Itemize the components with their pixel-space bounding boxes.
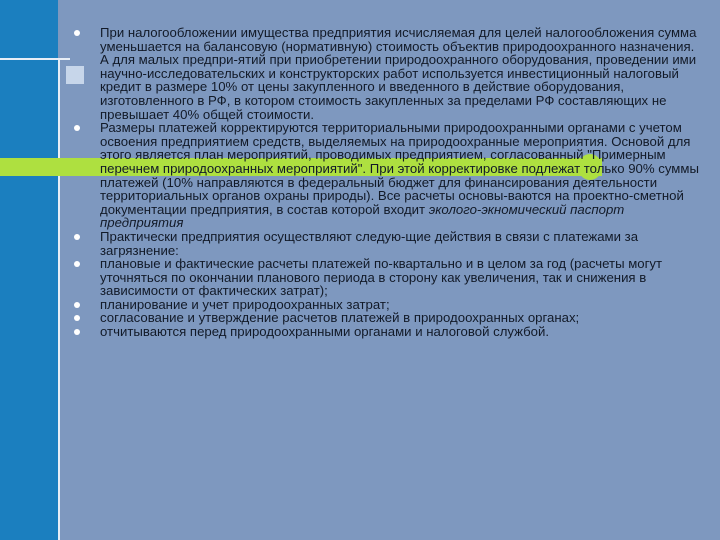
item-text-italic: эколого-экномический паспорт предприятия bbox=[100, 201, 625, 231]
list-item bbox=[70, 26, 700, 121]
bullet-icon bbox=[74, 302, 80, 308]
bullet-icon bbox=[74, 30, 80, 36]
item-text: При налогообложении имущества предприятия исчисляемая для целей налогообложения сумма уменьшается на балансовую (нормативную) стоимость объектив природоохранного назначения. А для малых предпри-ятий при приобретении природоохранного оборудования, проведении ими научно-исследовательских и конструкторских работ используется инвестиционный налоговый кредит в размере 10% от цены закупленного и введенного в действие оборудования, изготовленного в РФ, в котором стоимость закупленных за пределами РФ составляющих не превышает 40% общей стоимости. bbox=[100, 25, 697, 122]
bullet-icon bbox=[74, 315, 80, 321]
list-item bbox=[70, 298, 700, 312]
item-text: плановые и фактические расчеты платежей по-квартально и в целом за год (расчеты могут уточняться по окончании планового периода в сторону как увеличения, так и снижения в зависимости от фактических затрат); bbox=[100, 256, 663, 299]
item-text: Размеры платежей корректируются территориальными природоохранными органами с учетом освоения предприятием средств, выделяемых на природоохранные мероприятия. Основой для этого является план мероприятий, проводимых предприятием, согласованный "Примерным перечнем природоохранных мероприятий". При этой корректировке подлежат только 90% суммы платежей (10% направляются в федеральный бюджет для финансирования деятельности территориальных органов охраны природы). Все расчеты основы-ваются на проектно-сметной документации предприятия, в состав которой входит bbox=[100, 120, 699, 217]
item-text: Практически предприятия осуществляют следую-щие действия в связи с платежами за загрязнение: bbox=[100, 228, 639, 258]
list-item bbox=[70, 121, 700, 230]
bullet-list-container bbox=[70, 26, 700, 339]
item-text: согласование и утверждение расчетов платежей в природоохранных органах; bbox=[100, 310, 580, 326]
list-item bbox=[70, 230, 700, 257]
bullet-icon bbox=[74, 261, 80, 267]
list-item bbox=[70, 257, 700, 298]
list-item bbox=[70, 311, 700, 325]
left-band bbox=[0, 0, 58, 540]
bullet-icon bbox=[74, 234, 80, 240]
item-text: планирование и учет природоохранных затрат; bbox=[100, 296, 390, 312]
bullet-icon bbox=[74, 125, 80, 131]
vertical-rule bbox=[58, 58, 60, 540]
list-item bbox=[70, 325, 700, 339]
bullet-list bbox=[70, 26, 700, 339]
bullet-icon bbox=[74, 329, 80, 335]
item-text: отчитываются перед природоохранными органами и налоговой службой. bbox=[100, 324, 550, 340]
